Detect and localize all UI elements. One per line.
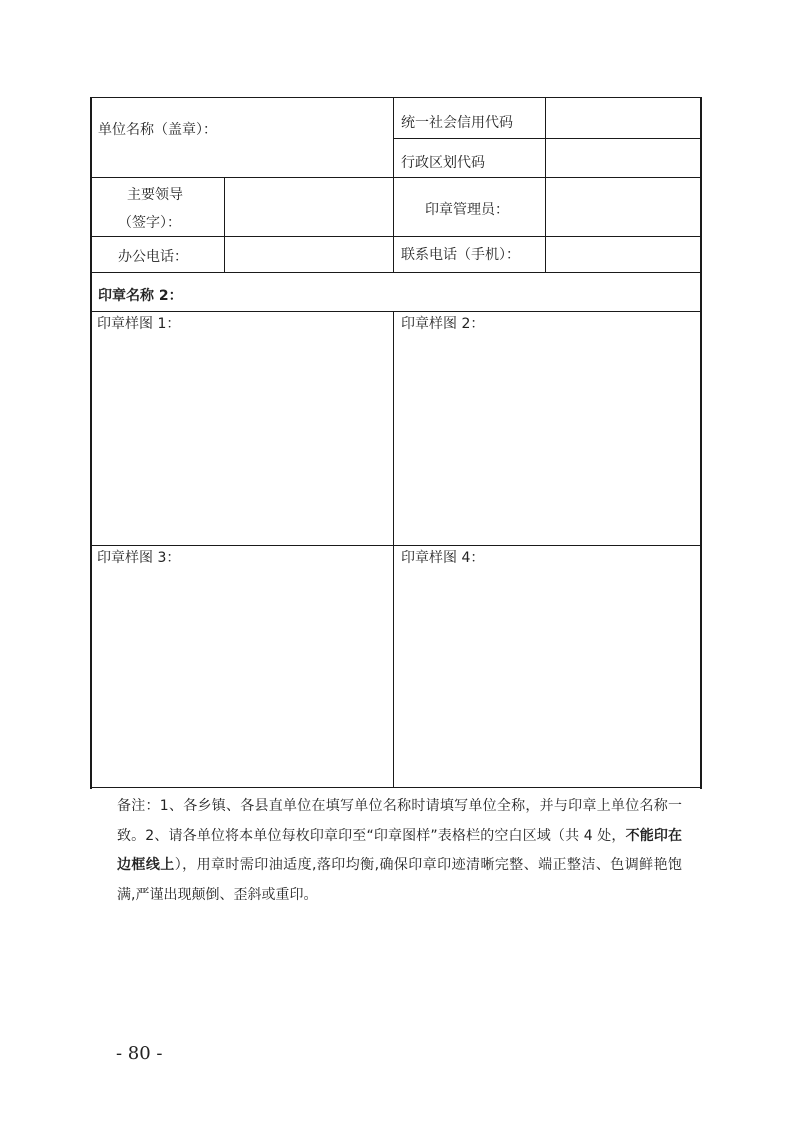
seal-sample-2-label: 印章样图 2： bbox=[401, 316, 485, 332]
credit-code-label: 统一社会信用代码 bbox=[401, 115, 513, 131]
seal-sample-3-label: 印章样图 3： bbox=[97, 550, 181, 566]
row-divider-1 bbox=[90, 177, 702, 178]
table-border-left bbox=[90, 97, 92, 789]
col-divider-mid-top bbox=[393, 97, 394, 272]
row-divider-3 bbox=[90, 272, 702, 273]
remarks-part2: ），用章时需印油适度,落印均衡,确保印章印迹清晰完整、端正整洁、色调鲜艳饱满,严谨出现颠倒、歪斜或重印。 bbox=[117, 857, 683, 903]
unit-name-label: 单位名称（盖章）： bbox=[98, 122, 217, 138]
row-divider-2 bbox=[90, 236, 702, 237]
row-divider-4 bbox=[90, 311, 702, 312]
mobile-phone-label: 联系电话（手机）： bbox=[401, 247, 520, 263]
table-border-top bbox=[90, 97, 702, 98]
col-divider-left-rows bbox=[224, 177, 225, 272]
row-divider-5 bbox=[90, 545, 702, 546]
remarks-note bbox=[117, 792, 682, 910]
row-divider-credit bbox=[393, 138, 702, 139]
seal-name-label: 印章名称 2： bbox=[98, 288, 183, 304]
seal-sample-1-label: 印章样图 1： bbox=[97, 316, 181, 332]
table-border-right bbox=[700, 97, 702, 789]
col-divider-right-top bbox=[545, 97, 546, 272]
table-border-bottom bbox=[90, 787, 702, 788]
remarks-part1: 备注：1、各乡镇、各县直单位在填写单位名称时请填写单位全称，并与印章上单位名称一致。2、请各单位将本单位每枚印章印至“印章图样”表格栏的空白区域（共 4 处， bbox=[117, 798, 682, 844]
col-divider-mid-samples bbox=[393, 311, 394, 787]
seal-manager-label: 印章管理员： bbox=[425, 202, 509, 218]
leader-label-line2: （签字）： bbox=[118, 215, 181, 231]
page-number: - 80 - bbox=[116, 1043, 163, 1064]
remarks-bold: 不能印在边框线上 bbox=[117, 827, 683, 873]
office-phone-label: 办公电话： bbox=[118, 249, 188, 265]
seal-sample-4-label: 印章样图 4： bbox=[401, 550, 485, 566]
leader-label-line1: 主要领导 bbox=[127, 187, 183, 203]
region-code-label: 行政区划代码 bbox=[401, 155, 485, 171]
